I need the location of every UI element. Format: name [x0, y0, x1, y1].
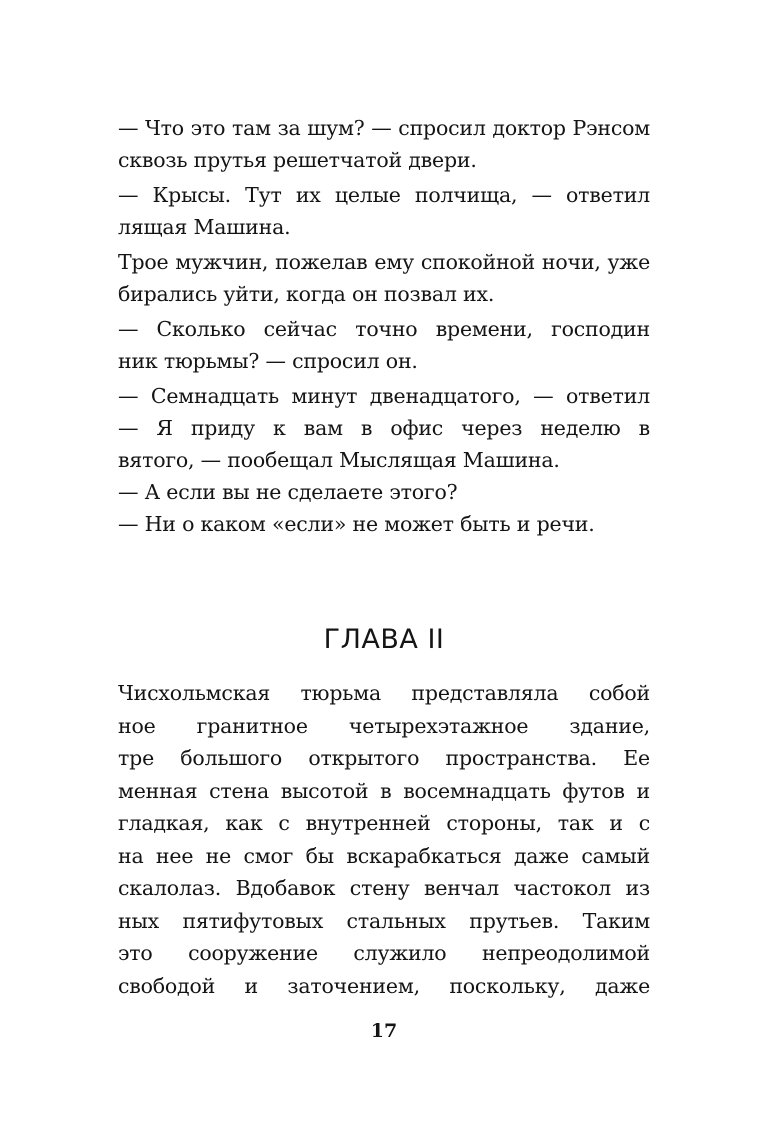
- text-line: — Сколько сейчас точно времени, господин: [118, 317, 650, 341]
- text-line: бирались уйти, когда он позвал их.: [118, 282, 495, 306]
- text-line: свободой и заточением, поскольку, даже: [118, 973, 650, 998]
- chapter-heading: ГЛАВА II: [323, 624, 445, 655]
- text-line: — Я приду к вам в офис через неделю в: [118, 416, 650, 440]
- text-line: на нее не смог бы вскарабкаться даже самый: [118, 843, 650, 868]
- text-line: — А если вы не сделаете этого?: [118, 480, 458, 504]
- text-line: это сооружение служило непреодолимой: [118, 941, 650, 965]
- text-line: — Ни о каком «если» не может быть и речи.: [118, 512, 595, 536]
- dialog-section: [118, 112, 650, 540]
- text-line: гладкая, как с внутренней стороны, так и с: [118, 811, 650, 835]
- text-line: ных пятифутовых стальных прутьев. Таким: [118, 908, 650, 933]
- text-line: Чисхольмская тюрьма представляла собой: [118, 681, 650, 705]
- text-line: — Семнадцать минут двенадцатого, — ответил: [118, 384, 650, 408]
- text-line: ное гранитное четырехэтажное здание,: [118, 713, 650, 738]
- text-line: ник тюрьмы? — спросил он.: [118, 349, 418, 373]
- text-line: менная стена высотой в восемнадцать футов и: [118, 778, 650, 803]
- text-line: вятого, — пообещал Мыслящая Машина.: [118, 448, 560, 472]
- text-line: сквозь прутья решетчатой двери.: [118, 148, 477, 172]
- body-paragraph: [118, 677, 650, 1002]
- text-line: скалолаз. Вдобавок стену венчал частокол из: [118, 876, 650, 900]
- text-line: лящая Машина.: [118, 215, 291, 239]
- text-line: тре большого открытого пространства. Ее: [118, 746, 650, 770]
- text-line: — Крысы. Тут их целые полчища, — ответил: [118, 183, 650, 207]
- page-number: 17: [370, 1020, 398, 1042]
- text-line: Трое мужчин, пожелав ему спокойной ночи, уже: [118, 250, 650, 274]
- text-line: — Что это там за шум? — спросил доктор Рэнсом: [118, 116, 650, 140]
